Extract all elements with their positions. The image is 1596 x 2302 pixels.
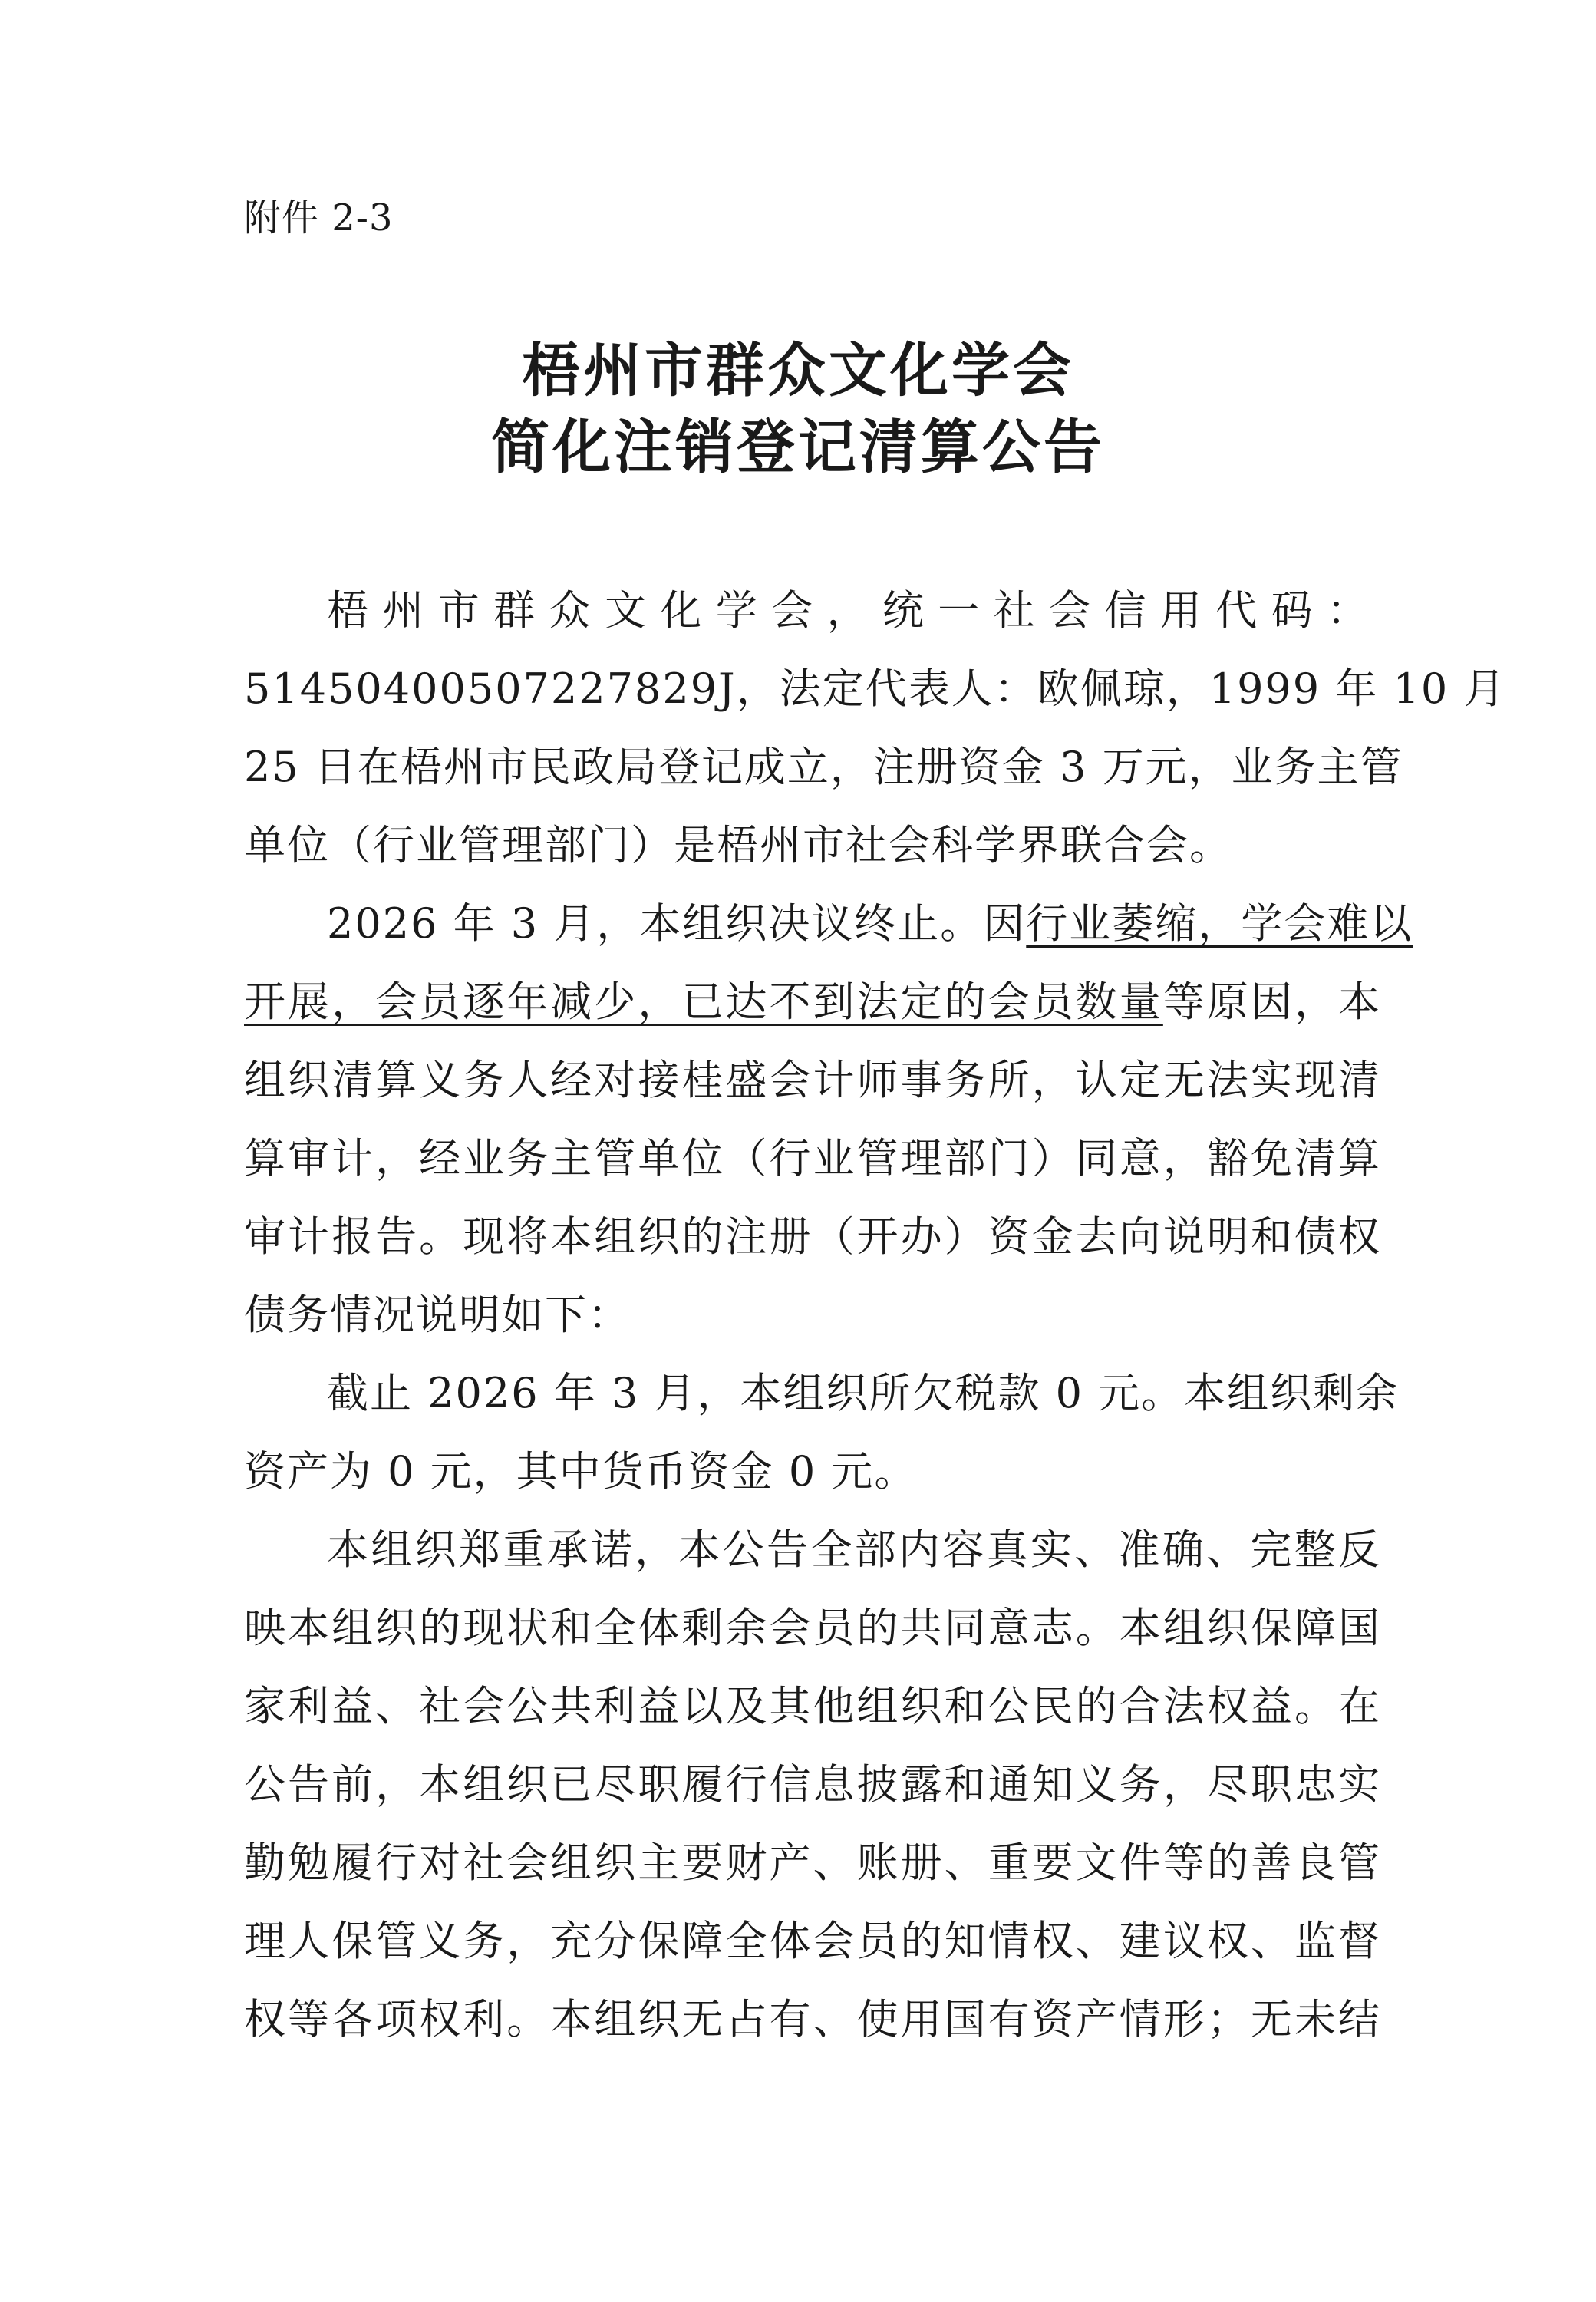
paragraph-1 [244, 572, 1507, 885]
body-text [244, 572, 1507, 2059]
text-line: 公告前，本组织已尽职履行信息披露和通知义务，尽职忠实 [244, 1760, 1381, 1809]
text-line: 权等各项权利。本组织无占有、使用国有资产情形；无未结 [244, 1995, 1381, 2043]
text-line: 算审计，经业务主管单位（行业管理部门）同意，豁免清算 [244, 1134, 1381, 1182]
underlined-text: 行业萎缩，学会难以 [1026, 899, 1413, 948]
attachment-label: 附件 2-3 [244, 196, 394, 239]
text-line: 理人保管义务，充分保障全体会员的知情权、建议权、监督 [244, 1917, 1381, 1965]
text-line: 债务情况说明如下： [244, 1291, 631, 1339]
text-line [244, 885, 1413, 963]
text-line: 单位（行业管理部门）是梧州市社会科学界联合会。 [244, 821, 1232, 869]
title-line-1: 梧州市群众文化学会 [522, 336, 1074, 404]
text-line: 映本组织的现状和全体剩余会员的共同意志。本组织保障国 [244, 1604, 1381, 1652]
text-line: 截止 2026 年 3 月，本组织所欠税款 0 元。本组织剩余 [327, 1369, 1400, 1417]
text-line: 勤勉履行对社会组织主要财产、账册、重要文件等的善良管 [244, 1839, 1381, 1887]
underlined-text: 开展，会员逐年减少，已达不到法定的会员数量 [244, 978, 1163, 1026]
text-line: 梧州市群众文化学会，统一社会信用代码： [327, 586, 1381, 635]
text-line [244, 963, 1381, 1041]
text-line: 家利益、社会公共利益以及其他组织和公民的合法权益。在 [244, 1682, 1381, 1730]
text-segment: 2026 年 3 月，本组织决议终止。因 [327, 899, 1027, 948]
paragraph-2 [244, 885, 1413, 1354]
text-line: 51450400507227829J，法定代表人：欧佩琼，1999 年 10 月 [244, 665, 1507, 713]
paragraph-3 [244, 1354, 1400, 1511]
paragraph-4 [244, 1511, 1381, 2059]
text-line: 25 日在梧州市民政局登记成立，注册资金 3 万元，业务主管 [244, 743, 1403, 791]
text-line: 本组织郑重承诺，本公告全部内容真实、准确、完整反 [327, 1525, 1381, 1574]
text-line: 审计报告。现将本组织的注册（开办）资金去向说明和债权 [244, 1212, 1381, 1261]
text-line: 组织清算义务人经对接桂盛会计师事务所，认定无法实现清 [244, 1056, 1381, 1104]
title-line-2: 简化注销登记清算公告 [491, 413, 1105, 481]
text-line: 资产为 0 元，其中货币资金 0 元。 [244, 1447, 918, 1496]
text-segment: 等原因，本 [1162, 978, 1382, 1026]
